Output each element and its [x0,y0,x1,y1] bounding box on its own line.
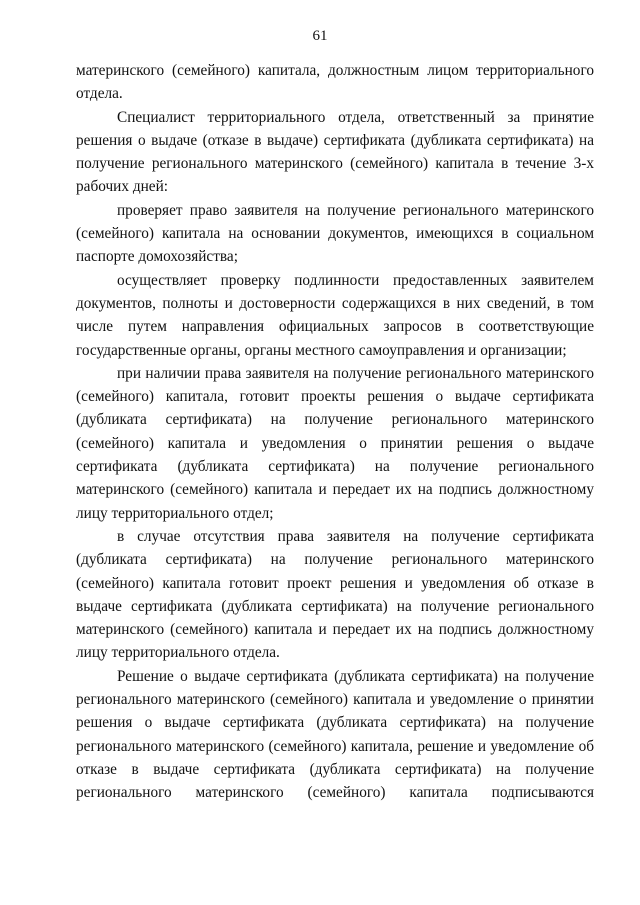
paragraph-specialist-duties: Специалист территориального отдела, ответственный за принятие решения о выдаче (отказе в выдаче) сертификата (дубликата сертификата) на получение регионального материнского (семейного) капитала в течение 3-х рабочих дней: [76,108,594,196]
paragraph-prepare-approval: при наличии права заявителя на получение регионального материнского (семейного) капитала, готовит проекты решения о выдаче сертификата (дубликата сертификата) на получение регионального материнского (семейного) капитала и уведомления о принятии решения о выдаче сертификата (дубликата сертификата) на получение регионального материнского (семейного) капитала и передает их на подпись должностному лицу территориального отдел; [76,364,594,522]
paragraph-verify-documents: осуществляет проверку подлинности предоставленных заявителем документов, полноты и достоверности содержащихся в них сведений, в том числе путем направления официальных запросов в соответствующие государственные органы, органы местного самоуправления и организации; [76,271,594,359]
paragraph-signing: Решение о выдаче сертификата (дубликата сертификата) на получение регионального материнского (семейного) капитала и уведомление о принятии решения о выдаче сертификата (дубликата сертификата) на получение регионального материнского (семейного) капитала, решение и уведомление об отказе в выдаче сертификата (дубликата сертификата) на получение регионального материнского (семейного) капитала подписываются [76,667,594,802]
paragraph-check-right: проверяет право заявителя на получение регионального материнского (семейного) капитала на основании документов, имеющихся в социальном паспорте домохозяйства; [76,201,594,266]
paragraph-continuation: материнского (семейного) капитала, должностным лицом территориального отдела. [76,62,594,103]
paragraph-prepare-refusal: в случае отсутствия права заявителя на получение сертификата (дубликата сертификата) на получение регионального материнского (семейного) капитала готовит проект решения и уведомления об отказе в выдаче сертификата (дубликата сертификата) на получение регионального материнского (семейного) капитала и передает их на подпись должностному лицу территориального отдела. [76,527,594,662]
page-number: 61 [312,28,328,44]
document-body [76,59,594,805]
